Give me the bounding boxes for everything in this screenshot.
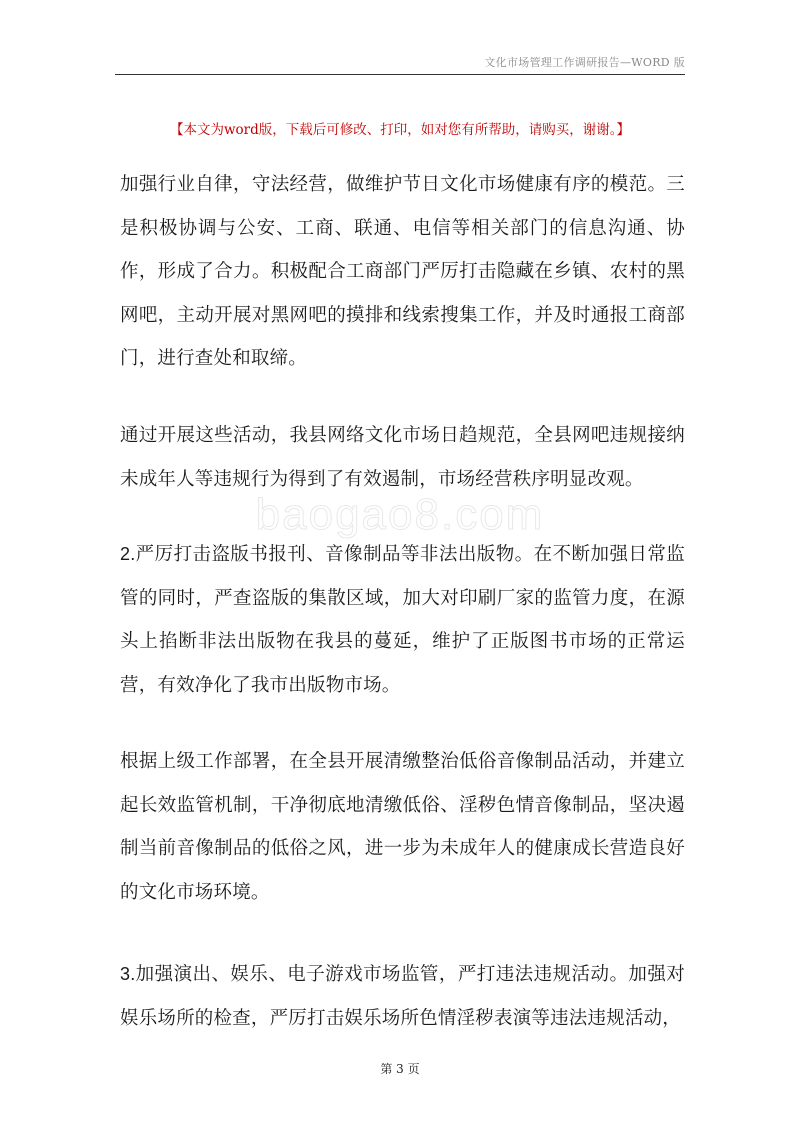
paragraph-5-number: 3. <box>120 964 136 984</box>
paragraph-4 <box>120 740 685 914</box>
paragraph-5 <box>120 953 685 1040</box>
header-title: 文化市场管理工作调研报告—WORD 版 <box>484 56 685 69</box>
page-number: 第 3 页 <box>380 1062 420 1076</box>
paragraph-5-text: 加强演出、娱乐、电子游戏市场监管，严打违法违规活动。加强对娱乐场所的检查，严厉打击娱乐场所色情淫秽表演等违法违规活动， <box>120 964 685 1029</box>
paragraph-3 <box>120 533 685 707</box>
paragraph-2-text: 通过开展这些活动，我县网络文化市场日趋规范，全县网吧违规接纳未成年人等违规行为得到了有效遏制，市场经营秩序明显改观。 <box>120 425 685 490</box>
paragraph-3-number: 2. <box>120 544 136 564</box>
watermark: baogao8.com <box>255 490 545 539</box>
paragraph-4-text: 根据上级工作部署，在全县开展清缴整治低俗音像制品活动，并建立起长效监管机制，干净彻底地清缴低俗、淫秽色情音像制品，坚决遏制当前音像制品的低俗之风，进一步为未成年人的健康成长营造良好的文化市场环境。 <box>120 751 685 903</box>
paragraph-1 <box>120 163 685 381</box>
page-header <box>115 52 685 75</box>
paragraph-3-text: 严厉打击盗版书报刊、音像制品等非法出版物。在不断加强日常监管的同时，严查盗版的集散区域，加大对印刷厂家的监管力度，在源头上掐断非法出版物在我县的蔓延，维护了正版图书市场的正常运营，有效净化了我市出版物市场。 <box>120 544 685 696</box>
purchase-notice: 【本文为word版，下载后可修改、打印，如对您有所帮助，请购买，谢谢。】 <box>169 122 631 138</box>
paragraph-1-text: 加强行业自律，守法经营，做维护节日文化市场健康有序的模范。三是积极协调与公安、工商、联通、电信等相关部门的信息沟通、协作，形成了合力。积极配合工商部门严厉打击隐藏在乡镇、农村的黑网吧，主动开展对黑网吧的摸排和线索搜集工作，并及时通报工商部门，进行查处和取缔。 <box>120 174 685 370</box>
paragraph-2 <box>120 414 685 501</box>
